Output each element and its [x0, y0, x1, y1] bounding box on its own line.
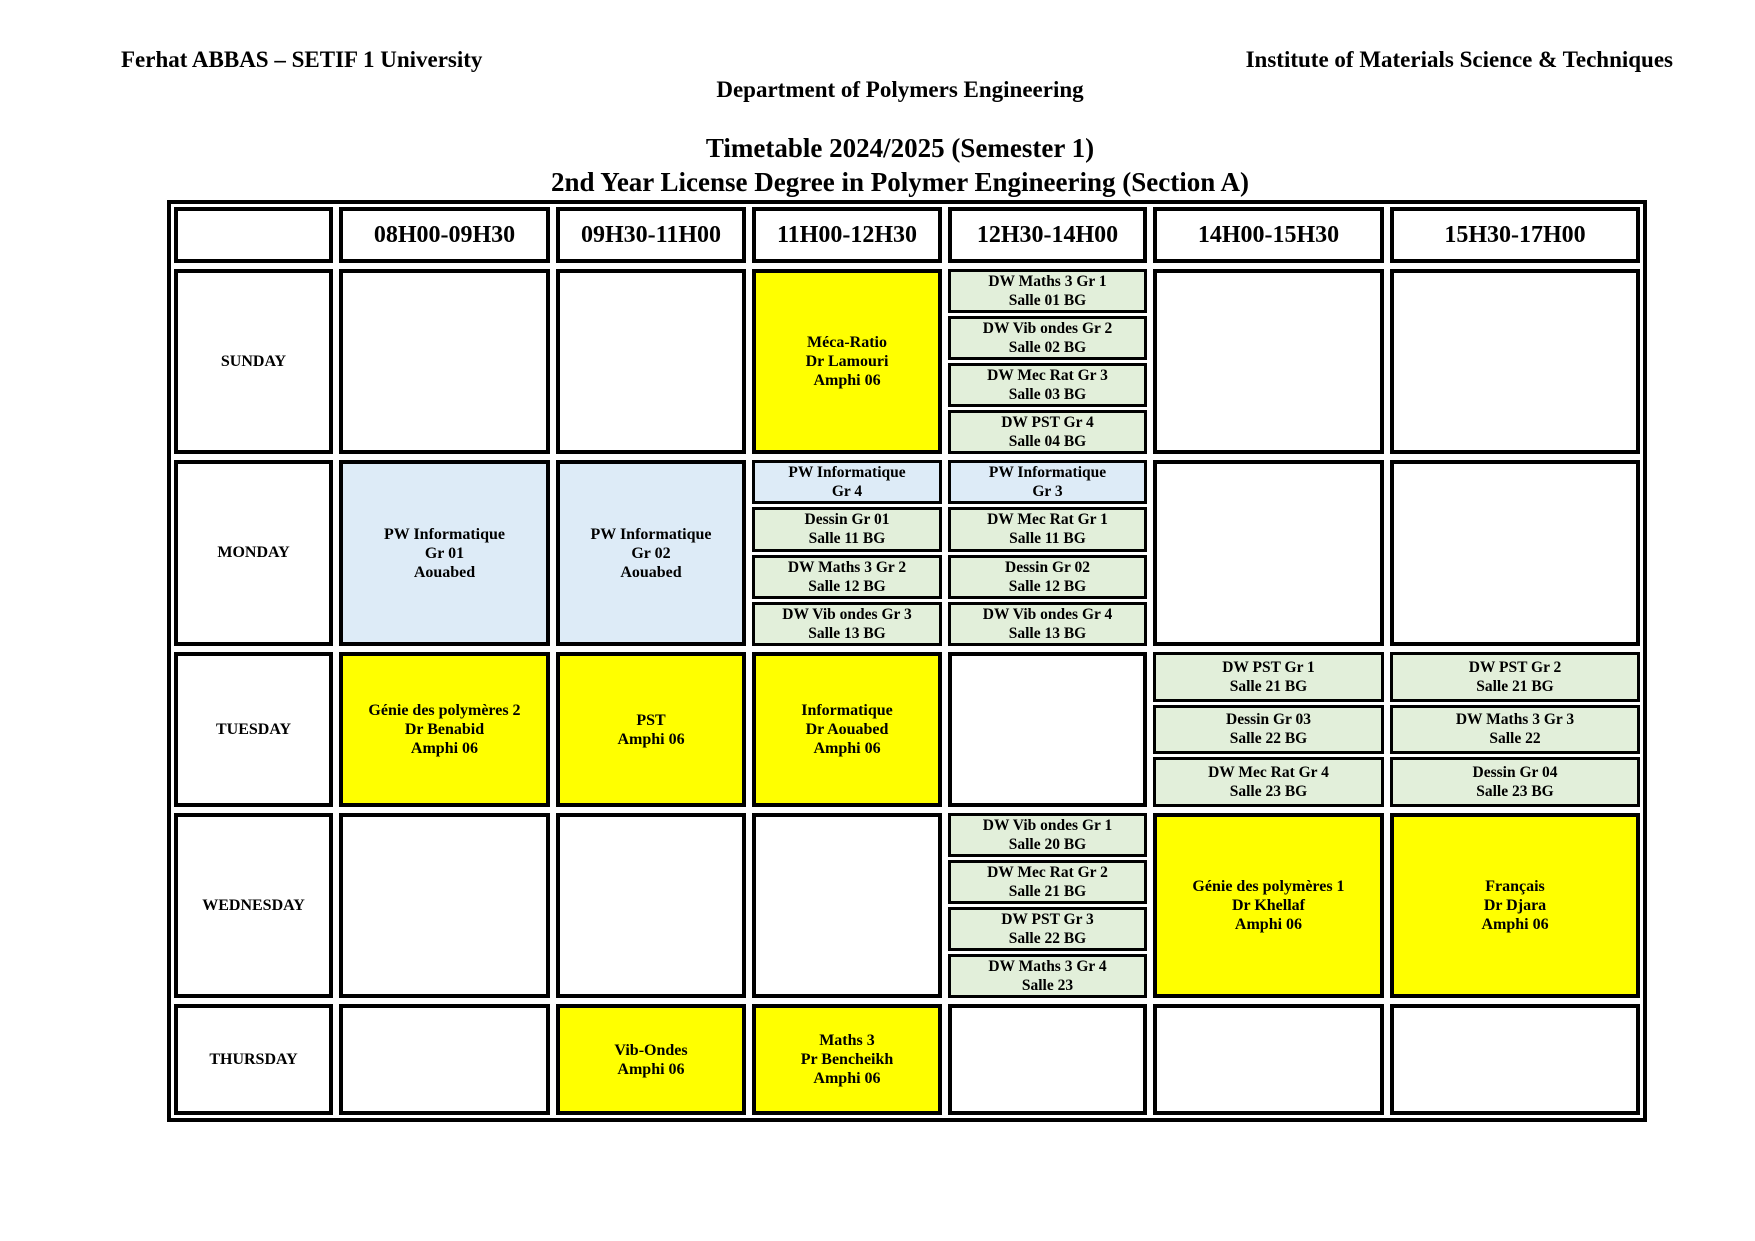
directed-work-session [948, 269, 1147, 313]
time-slot-label: 09H30-11H00 [580, 221, 721, 248]
session-text: DW Vib ondes Gr 4 Salle 13 BG [982, 605, 1113, 642]
session-text: Dessin Gr 04 Salle 23 BG [1472, 764, 1558, 801]
lecture-session [1153, 813, 1384, 998]
session-text: Dessin Gr 01 Salle 11 BG [804, 511, 890, 548]
session-text: DW Vib ondes Gr 2 Salle 02 BG [982, 320, 1113, 356]
empty-slot [556, 813, 746, 998]
directed-work-session [948, 316, 1147, 360]
lecture-session [556, 1004, 746, 1115]
directed-work-session [948, 602, 1147, 646]
day-label: TUESDAY [216, 720, 291, 738]
day-label: MONDAY [217, 544, 290, 561]
empty-slot [752, 813, 942, 998]
practical-work-session [339, 460, 550, 646]
directed-work-session [1153, 705, 1384, 755]
timetable-grid [167, 200, 1647, 1122]
day-label-cell [174, 652, 333, 807]
time-slot-label: 11H00-12H30 [776, 221, 917, 248]
empty-slot [1153, 460, 1384, 646]
empty-slot [948, 1004, 1147, 1115]
directed-work-session [948, 507, 1147, 551]
day-label: WEDNESDAY [202, 896, 305, 914]
session-text: PST Amphi 06 [617, 711, 685, 748]
corner-cell [174, 207, 333, 263]
directed-work-session [1153, 652, 1384, 702]
time-slot-header [1153, 207, 1384, 263]
directed-work-session [1153, 757, 1384, 807]
lecture-session [556, 652, 746, 807]
directed-work-session [1390, 652, 1640, 702]
session-text: Génie des polymères 2 Dr Benabid Amphi 06 [368, 702, 521, 757]
empty-slot [1390, 1004, 1640, 1115]
empty-slot [1153, 1004, 1384, 1115]
timetable-subtitle: 2nd Year License Degree in Polymer Engineering (Section A) [551, 167, 1249, 197]
directed-work-session [752, 507, 942, 551]
empty-slot [556, 269, 746, 454]
empty-slot [948, 652, 1147, 807]
empty-slot [339, 269, 550, 454]
time-slot-header [752, 207, 942, 263]
day-label-cell [174, 460, 333, 646]
day-label-cell [174, 269, 333, 454]
directed-work-session [752, 602, 942, 646]
department-name: Department of Polymers Engineering [716, 77, 1084, 102]
session-text: PW Informatique Gr 3 [988, 464, 1107, 501]
session-text: Dessin Gr 02 Salle 12 BG [1005, 558, 1090, 595]
session-text: PW Informatique Gr 4 [788, 464, 906, 501]
directed-work-session [1390, 757, 1640, 807]
directed-work-session [948, 860, 1147, 904]
time-slot-label: 08H00-09H30 [373, 221, 516, 248]
practical-work-session [948, 460, 1147, 504]
session-text: PW Informatique Gr 01 Aouabed [383, 525, 506, 581]
session-text: DW PST Gr 4 Salle 04 BG [1001, 414, 1094, 450]
directed-work-session [948, 410, 1147, 454]
lecture-session [339, 652, 550, 807]
session-text: Méca-Ratio Dr Lamouri Amphi 06 [805, 334, 889, 389]
session-text: PW Informatique Gr 02 Aouabed [590, 525, 712, 581]
directed-work-session [948, 363, 1147, 407]
time-slot-header [948, 207, 1147, 263]
institute-name: Institute of Materials Science & Techniques [1245, 47, 1673, 72]
session-text: Génie des polymères 1 Dr Khellaf Amphi 06 [1192, 878, 1345, 933]
session-text: DW Mec Rat Gr 2 Salle 21 BG [987, 864, 1108, 900]
session-text: DW PST Gr 2 Salle 21 BG [1468, 658, 1562, 695]
empty-slot [339, 813, 550, 998]
session-text: DW PST Gr 3 Salle 22 BG [1001, 911, 1094, 947]
session-text: Maths 3 Pr Bencheikh Amphi 06 [800, 1032, 894, 1087]
lecture-session [752, 1004, 942, 1115]
practical-work-session [556, 460, 746, 646]
lecture-session [752, 652, 942, 807]
lecture-session [1390, 813, 1640, 998]
day-label: THURSDAY [209, 1050, 298, 1068]
empty-slot [1390, 460, 1640, 646]
time-slot-header [1390, 207, 1640, 263]
directed-work-session [752, 555, 942, 599]
time-slot-label: 12H30-14H00 [976, 221, 1119, 248]
empty-slot [339, 1004, 550, 1115]
day-label-cell [174, 1004, 333, 1115]
session-text: DW Vib ondes Gr 1 Salle 20 BG [982, 817, 1113, 853]
session-text: DW Maths 3 Gr 1 Salle 01 BG [988, 273, 1107, 309]
session-text: DW PST Gr 1 Salle 21 BG [1222, 658, 1315, 695]
session-text: DW Mec Rat Gr 1 Salle 11 BG [987, 511, 1108, 548]
session-text: DW Maths 3 Gr 2 Salle 12 BG [787, 558, 907, 595]
session-text: DW Mec Rat Gr 4 Salle 23 BG [1208, 764, 1329, 801]
session-text: Informatique Dr Aouabed Amphi 06 [801, 702, 893, 757]
directed-work-session [1390, 705, 1640, 755]
directed-work-session [948, 555, 1147, 599]
session-text: DW Maths 3 Gr 4 Salle 23 [988, 958, 1107, 994]
directed-work-session [948, 813, 1147, 857]
directed-work-session [948, 907, 1147, 951]
directed-work-session [948, 954, 1147, 998]
day-label-cell [174, 813, 333, 998]
session-text: DW Mec Rat Gr 3 Salle 03 BG [987, 367, 1108, 403]
session-text: Français Dr Djara Amphi 06 [1481, 878, 1549, 933]
session-text: DW Maths 3 Gr 3 Salle 22 [1455, 711, 1575, 748]
time-slot-label: 14H00-15H30 [1197, 221, 1340, 248]
session-text: Dessin Gr 03 Salle 22 BG [1226, 711, 1311, 748]
time-slot-header [556, 207, 746, 263]
practical-work-session [752, 460, 942, 504]
university-name: Ferhat ABBAS – SETIF 1 University [121, 47, 483, 72]
session-text: Vib-Ondes Amphi 06 [614, 1041, 688, 1078]
timetable-title: Timetable 2024/2025 (Semester 1) [705, 133, 1095, 163]
empty-slot [1390, 269, 1640, 454]
empty-slot [1153, 269, 1384, 454]
time-slot-label: 15H30-17H00 [1444, 221, 1586, 248]
session-text: DW Vib ondes Gr 3 Salle 13 BG [782, 605, 912, 642]
time-slot-header [339, 207, 550, 263]
day-label: SUNDAY [220, 352, 287, 370]
lecture-session [752, 269, 942, 454]
